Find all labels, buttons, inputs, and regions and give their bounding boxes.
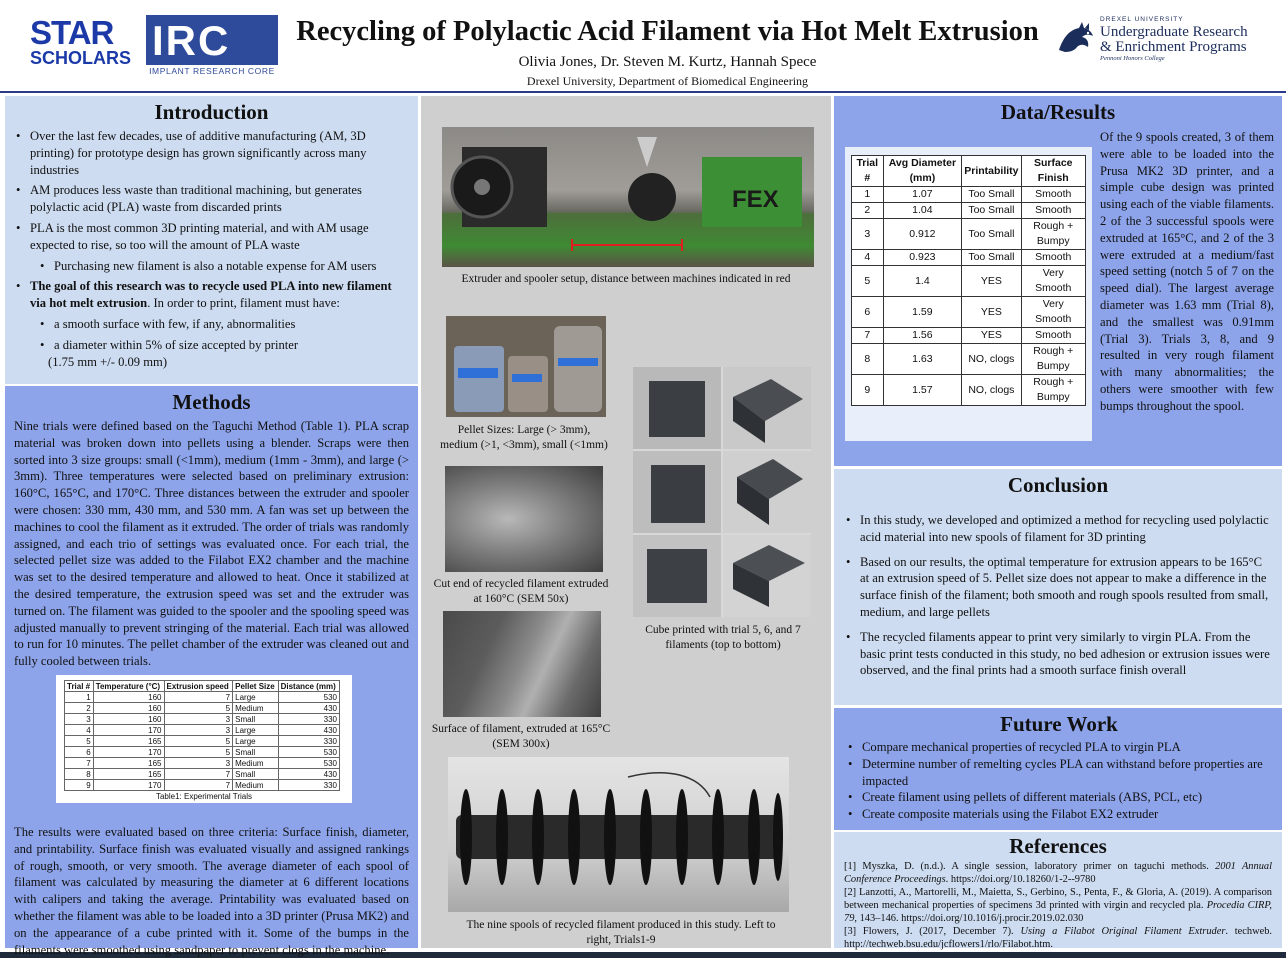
table-row	[852, 203, 1086, 219]
table-header-cell: Temperature (°C)	[93, 681, 164, 692]
table-cell: 2	[65, 703, 94, 714]
table-cell: Too Small	[962, 187, 1021, 203]
table-cell: Very Smooth	[1021, 297, 1085, 328]
table-cell: Smooth	[1021, 250, 1085, 266]
table-cell: 1.4	[883, 266, 962, 297]
extruder-spooler-photo	[442, 127, 814, 267]
future-bullet-1: • Compare mechanical properties of recycled PLA to virgin PLA	[846, 739, 1272, 756]
trials-table-caption: Table1: Experimental Trials	[155, 792, 253, 801]
table-cell: 3	[164, 725, 233, 736]
table-row	[65, 769, 340, 780]
table-header-cell: Trial #	[852, 156, 884, 187]
table-cell: Medium	[233, 703, 278, 714]
future-bullet-2: • Determine number of remelting cycles PLA can withstand before properties are impacted	[846, 756, 1272, 790]
intro-subbullet-4a: • a smooth surface with few, if any, abnormalities	[14, 316, 409, 333]
table-cell: 2	[852, 203, 884, 219]
table-cell: 5	[65, 736, 94, 747]
table-cell: 165	[93, 758, 164, 769]
table-cell: Rough + Bumpy	[1021, 375, 1085, 406]
dragon-icon	[1055, 20, 1097, 56]
drexel-logo	[1055, 16, 1275, 66]
table-cell: 165	[93, 769, 164, 780]
table-cell: 7	[164, 692, 233, 703]
table-header-cell: Avg Diameter (mm)	[883, 156, 962, 187]
table-cell: NO, clogs	[962, 375, 1021, 406]
table-row	[852, 266, 1086, 297]
table-cell: 170	[93, 725, 164, 736]
trials-table-box	[56, 675, 352, 803]
drexel-logo-line1: Undergraduate Research	[1100, 24, 1248, 40]
table-cell: Medium	[233, 780, 278, 791]
star-logo-line2: SCHOLARS	[30, 48, 132, 68]
pellet-jars-photo	[446, 316, 606, 417]
table-cell: 1	[65, 692, 94, 703]
reference-1: [1] Myszka, D. (n.d.). A single session, laboratory primer on taguchi methods. 2001 Annual Conference Proceedings. https://doi.org/10.18260/1-2--9780	[844, 861, 1272, 885]
table-cell: 7	[164, 780, 233, 791]
spools-photo	[448, 757, 789, 912]
intro-bullet-4	[14, 278, 409, 312]
results-text: Of the 9 spools created, 3 of them were able to be loaded into the Prusa MK2 3D printer, and a simple cube design was printed using each of the viable filaments. 2 of the 3 successful spools were extruded at 165°C, and 2 of the 3 were extruded at a medium/fast speed setting (notch 5 of 7 on the speed dial). The largest average diameter was 1.63 mm (Trial 8), and the smallest was 0.91mm (Trial 3). Trials 3, 8, and 9 resulted in very rough filament with many abnormalities; the others were smoother with few bumps throughout the spool.	[1100, 130, 1274, 413]
table-cell: 330	[278, 780, 339, 791]
table-row	[852, 250, 1086, 266]
poster-title: Recycling of Polylactic Acid Filament via Hot Melt Extrusion	[296, 16, 1039, 47]
results-table-box	[845, 147, 1092, 441]
table-cell: Smooth	[1021, 187, 1085, 203]
table-row	[65, 714, 340, 725]
drexel-logo-line3: Pennoni Honors College	[1100, 55, 1165, 62]
table-cell: Large	[233, 725, 278, 736]
table-row	[852, 328, 1086, 344]
sem-300x-caption: Surface of filament, extruded at 165°C (SEM 300x)	[431, 723, 611, 750]
table-cell: Too Small	[962, 219, 1021, 250]
table-cell: Small	[233, 714, 278, 725]
results-table	[851, 155, 1086, 406]
reference-3: [3] Flowers, J. (2017, December 7). Using a Filabot Original Filament Extruder. techweb. http://techweb.bsu.edu/jcflowers1/rlo/Filabot.htm.	[844, 926, 1272, 950]
future-bullet-3: • Create filament using pellets of different materials (ABS, PCL, etc)	[846, 789, 1272, 806]
table-cell: 165	[93, 736, 164, 747]
table-cell: 4	[65, 725, 94, 736]
table-cell: 6	[65, 747, 94, 758]
conclusion-panel	[834, 469, 1282, 705]
table-cell: 3	[852, 219, 884, 250]
introduction-list	[14, 128, 409, 354]
table-cell: 8	[65, 769, 94, 780]
star-logo-line1: STAR	[30, 14, 114, 51]
methods-paragraph-2: The results were evaluated based on three criteria: Surface finish, diameter, and printability. Surface finish was evaluated visually and assigned rankings of rough, smooth, or very smooth. The average diameter of each spool of filament was calculated by measuring the diameter at 6 different locations with calipers and taking the average. Printability was evaluated based on whether the filament was able to be loaded into a 3D printer (Prusa MK2) and on the appearance of a cube printed with it. Some of the bumps in the filaments were smoothed using sandpaper to prevent clogs in the machine.	[14, 825, 409, 957]
table-cell: Small	[233, 747, 278, 758]
pellets-caption: Pellet Sizes: Large (> 3mm), medium (>1, <3mm), small (<1mm)	[440, 424, 608, 451]
table-cell: 530	[278, 747, 339, 758]
results-title: Data/Results	[1000, 100, 1116, 124]
table-cell: Very Smooth	[1021, 266, 1085, 297]
table-cell: Small	[233, 769, 278, 780]
methods-title: Methods	[172, 390, 251, 414]
cubes-caption: Cube printed with trial 5, 6, and 7 filaments (top to bottom)	[645, 624, 801, 651]
table-row	[65, 758, 340, 769]
table-row	[65, 736, 340, 747]
table-cell: 5	[852, 266, 884, 297]
table-cell: 1.04	[883, 203, 962, 219]
table-cell: 330	[278, 714, 339, 725]
table-cell: 170	[93, 780, 164, 791]
references-panel	[834, 832, 1282, 948]
table-cell: 160	[93, 692, 164, 703]
poster-header	[0, 0, 1286, 93]
methods-panel	[5, 386, 418, 957]
intro-goal-rest: . In order to print, filament must have:	[147, 296, 340, 311]
table-row	[65, 747, 340, 758]
table-cell: 4	[852, 250, 884, 266]
table-cell: 9	[852, 375, 884, 406]
drexel-university-label: DREXEL UNIVERSITY	[1100, 16, 1184, 23]
table-row	[852, 187, 1086, 203]
table-row	[852, 219, 1086, 250]
table-cell: 5	[164, 736, 233, 747]
references-title: References	[1009, 834, 1107, 858]
table-row	[65, 780, 340, 791]
irc-logo	[146, 15, 278, 77]
table-cell: 3	[164, 714, 233, 725]
table-cell: Medium	[233, 758, 278, 769]
sem-300x-image	[443, 611, 601, 717]
poster-affiliation: Drexel University, Department of Biomedical Engineering	[526, 74, 809, 88]
table-cell: 7	[65, 758, 94, 769]
table-cell: 330	[278, 736, 339, 747]
table-header-cell: Surface Finish	[1021, 156, 1085, 187]
results-panel	[834, 96, 1282, 466]
table-cell: 8	[852, 344, 884, 375]
intro-tolerance: (1.75 mm +/- 0.09 mm)	[48, 354, 168, 369]
table-header-cell: Trial #	[65, 681, 94, 692]
setup-caption: Extruder and spooler setup, distance between machines indicated in red	[461, 273, 791, 285]
drexel-logo-line2: & Enrichment Programs	[1100, 39, 1247, 55]
table-cell: YES	[962, 297, 1021, 328]
table-cell: Too Small	[962, 203, 1021, 219]
intro-subbullet-3a: • Purchasing new filament is also a notable expense for AM users	[14, 258, 409, 275]
table-header-cell: Distance (mm)	[278, 681, 339, 692]
table-cell: NO, clogs	[962, 344, 1021, 375]
figures-panel	[421, 96, 831, 948]
future-work-list	[846, 739, 1272, 823]
table-cell: Rough + Bumpy	[1021, 219, 1085, 250]
table-cell: YES	[962, 266, 1021, 297]
intro-bullet-1: • Over the last few decades, use of additive manufacturing (AM, 3D printing) for prototype design has grown significantly across many industries	[14, 128, 409, 178]
table-cell: 5	[164, 703, 233, 714]
irc-logo-subtitle: IMPLANT RESEARCH CORE	[149, 66, 275, 76]
intro-bullet-2: • AM produces less waste than traditional machining, but generates polylactic acid (PLA) waste from discarded prints	[14, 182, 409, 216]
conclusion-bullet-2: • Based on our results, the optimal temperature for extrusion appears to be 165°C at an extrusion speed of 5. Pellet size does not appear to make a difference in the surface finish of the filament; both smooth and rough spools resulted from small, medium, and large pellets	[844, 554, 1272, 621]
table-cell: 430	[278, 703, 339, 714]
future-work-title: Future Work	[1000, 712, 1118, 736]
trials-table	[64, 680, 340, 791]
table-row	[65, 725, 340, 736]
table-cell: 7	[852, 328, 884, 344]
table-cell: 530	[278, 692, 339, 703]
printed-cubes-photo	[633, 367, 811, 617]
sem-50x-image	[445, 466, 603, 572]
sem-50x-caption: Cut end of recycled filament extruded at 160°C (SEM 50x)	[433, 578, 609, 605]
table-cell: 170	[93, 747, 164, 758]
intro-goal-bold: The goal of this research was to recycle used PLA into new filament via hot melt extrusion	[30, 279, 392, 311]
table-header-cell: Extrusion speed	[164, 681, 233, 692]
intro-bullet-3: • PLA is the most common 3D printing material, and with AM usage expected to rise, so too will the amount of PLA waste	[14, 220, 409, 254]
conclusion-bullet-1: • In this study, we developed and optimized a method for recycling used polylactic acid material into new spools of filament for 3D printing	[844, 512, 1272, 546]
table-cell: 160	[93, 703, 164, 714]
table-cell: 3	[164, 758, 233, 769]
extruder-illustration	[442, 127, 814, 267]
conclusion-bullet-3: • The recycled filaments appear to print very similarly to virgin PLA. From the basic print tests conducted in this study, no bed adhesion or extrusion issues were observed, and the final prints had a smooth surface finish overall	[844, 629, 1272, 679]
methods-paragraph-1: Nine trials were defined based on the Taguchi Method (Table 1). PLA scrap material was broken down into pellets using a blender. Scraps were then sorted into 3 size groups: small (<1mm), medium (1mm - 3mm), and large (> 3mm). Three temperatures were selected based on preliminary extrusion: 160°C, 165°C, and 170°C. Three distances between the extruder and spooler were chosen: 330 mm, 430 mm, and 530 mm. A fan was set up between the machines to cool the filament as it extruded. The order of trials was randomly assigned, and each trio of settings was evaluated once. For each trial, the selected pellet size was added to the Filabot EX2 chamber and the machine was set to the desired temperature and allowed to heat. Once it stabilized at the desired temperature, the extrusion speed was set and the extruder was turned on. The filament was guided to the spooler and the spooling speed was adjusted manually to prevent stringing of the material. Each trial was allowed to run for 10 minutes. The pellet chamber of the extruder was cleaned out and fully cooled between trials.	[14, 419, 409, 669]
table-cell: 1.56	[883, 328, 962, 344]
table-cell: 0.912	[883, 219, 962, 250]
star-scholars-logo	[30, 14, 132, 70]
table-cell: 1	[852, 187, 884, 203]
table-cell: YES	[962, 328, 1021, 344]
spools-caption: The nine spools of recycled filament produced in this study. Left to right, Trials1-9	[466, 919, 776, 946]
table-cell: 7	[164, 769, 233, 780]
table-cell: 0.923	[883, 250, 962, 266]
future-work-panel	[834, 708, 1282, 830]
introduction-title: Introduction	[154, 100, 269, 124]
conclusion-title: Conclusion	[1007, 473, 1109, 497]
table-row	[852, 375, 1086, 406]
table-row	[852, 297, 1086, 328]
table-cell: 430	[278, 769, 339, 780]
irc-logo-text: IRC	[152, 17, 231, 64]
reference-2: [2] Lanzotti, A., Martorelli, M., Maietta, S., Gerbino, S., Penta, F., & Gloria, A. (2019). A comparison between mechanical properties of specimens 3d printed with virgin and recycled pla. Procedia CIRP, 79, 143–146. https://doi.org/10.1016/j.procir.2019.02.030	[844, 887, 1272, 924]
table-cell: 1.57	[883, 375, 962, 406]
table-cell: Large	[233, 692, 278, 703]
table-cell: Smooth	[1021, 203, 1085, 219]
table-cell: 3	[65, 714, 94, 725]
table-cell: 1.07	[883, 187, 962, 203]
table-cell: 160	[93, 714, 164, 725]
poster-authors: Olivia Jones, Dr. Steven M. Kurtz, Hannah Spece	[518, 54, 817, 70]
table-header-cell: Pellet Size	[233, 681, 278, 692]
table-cell: 1.59	[883, 297, 962, 328]
table-cell: 1.63	[883, 344, 962, 375]
table-cell: 6	[852, 297, 884, 328]
conclusion-list	[844, 512, 1272, 679]
table-row	[852, 344, 1086, 375]
table-cell: Too Small	[962, 250, 1021, 266]
table-cell: Smooth	[1021, 328, 1085, 344]
table-cell: 530	[278, 758, 339, 769]
table-cell: 430	[278, 725, 339, 736]
table-row	[65, 692, 340, 703]
table-header-cell: Printability	[962, 156, 1021, 187]
introduction-panel	[5, 96, 418, 384]
svg-text:FEX: FEX	[732, 186, 779, 213]
future-bullet-4: • Create composite materials using the Filabot EX2 extruder	[846, 806, 1272, 823]
intro-subbullet-4b: • a diameter within 5% of size accepted by printer	[14, 337, 409, 354]
table-row	[65, 703, 340, 714]
table-cell: 5	[164, 747, 233, 758]
table-cell: 9	[65, 780, 94, 791]
table-cell: Large	[233, 736, 278, 747]
table-cell: Rough + Bumpy	[1021, 344, 1085, 375]
